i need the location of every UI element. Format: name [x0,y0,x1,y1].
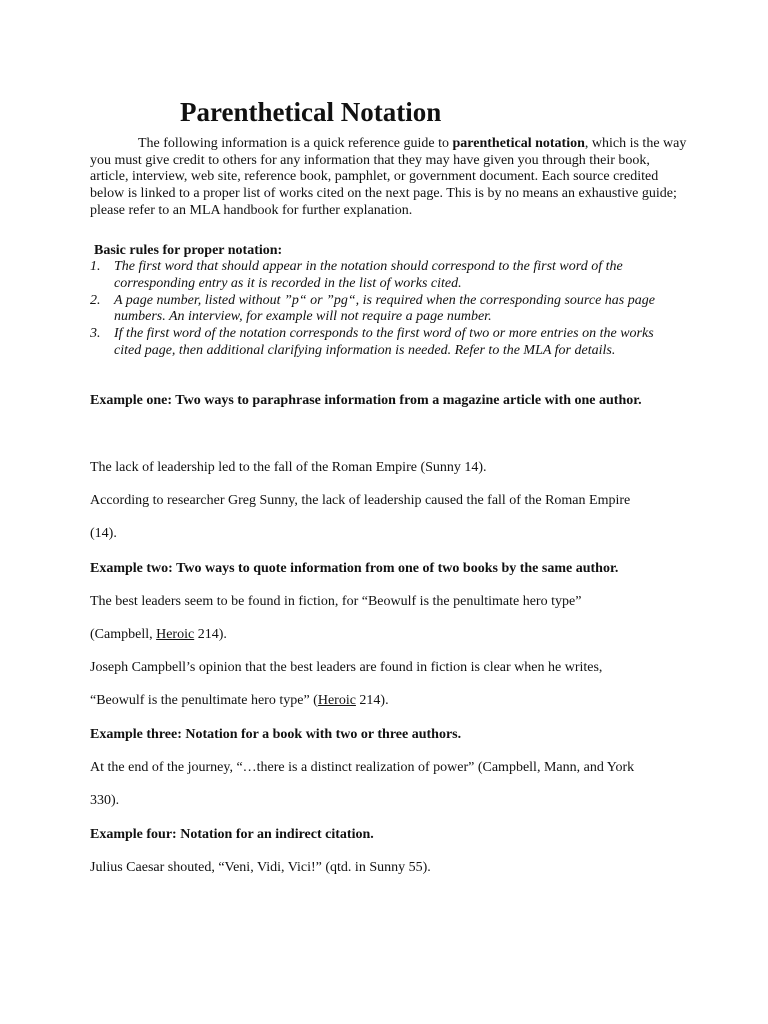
rules-list [90,259,670,360]
citation-suffix: 214). [355,693,389,708]
example-one-line-1: The lack of leadership led to the fall of the Roman Empire (Sunny 14). [90,460,487,475]
example-three-line-2: 330). [90,793,120,808]
example-four-line-1: Julius Caesar shouted, “Veni, Vidi, Vici!” (qtd. in Sunny 55). [90,860,431,875]
book-title: Heroic [317,693,356,708]
example-three-line-1: At the end of the journey, “…there is a distinct realization of power” (Campbell, Mann, and York [90,760,635,775]
example-two-line-2 [90,626,227,643]
example-four-heading: Example four: Notation for an indirect citation. [90,827,374,842]
rules-heading: Basic rules for proper notation: [94,243,283,258]
intro-bold-term: parenthetical notation [452,136,585,151]
intro-text-start: The following information is a quick reference guide to [138,136,453,151]
intro-paragraph [90,136,690,220]
intro-text-rest: , which is the way you must give credit to others for any information that they may have given you through their book, article, interview, web site, reference book, pamphlet, or government document. Each source credited below is linked to a proper list of works cited on the next page. This is by no means an exhaustive guide; please refer to an MLA handbook for further explanation. [90,136,687,218]
example-two-line-1: The best leaders seem to be found in fiction, for “Beowulf is the penultimate hero type” [90,594,582,609]
citation-suffix: 214). [194,627,227,642]
example-one-line-3: (14). [90,526,117,541]
rule-item [90,326,670,360]
example-two-heading: Example two: Two ways to quote information from one of two books by the same author. [90,561,619,576]
example-three-heading: Example three: Notation for a book with two or three authors. [90,727,462,742]
example-one-line-2: According to researcher Greg Sunny, the lack of leadership caused the fall of the Roman Empire [90,493,631,508]
rule-number: 1. [90,259,101,274]
citation-prefix: (Campbell, [90,627,157,642]
example-two-line-4 [90,692,389,709]
quote-prefix: “Beowulf is the penultimate hero type” ( [90,693,318,708]
rule-number: 3. [90,326,101,342]
example-two-line-3: Joseph Campbell’s opinion that the best leaders are found in fiction is clear when he writes, [90,660,603,675]
page-title: Parenthetical Notation [180,97,442,127]
rule-text: A page number, listed without ”p“ or ”pg“, is required when the corresponding source has page numbers. An interview, for example will not require a page number. [114,292,655,325]
rule-text: If the first word of the notation corresponds to the first word of two or more entries on the works cited page, then additional clarifying information is needed. Refer to the MLA for details. [114,326,654,358]
rule-item [90,259,670,293]
rule-item [90,293,670,327]
rule-text: The first word that should appear in the notation should correspond to the first word of the corresponding entry as it is recorded in the list of works cited. [114,259,623,291]
example-one-heading: Example one: Two ways to paraphrase information from a magazine article with one author. [90,393,642,408]
book-title: Heroic [156,627,195,642]
rule-number: 2. [90,292,101,308]
